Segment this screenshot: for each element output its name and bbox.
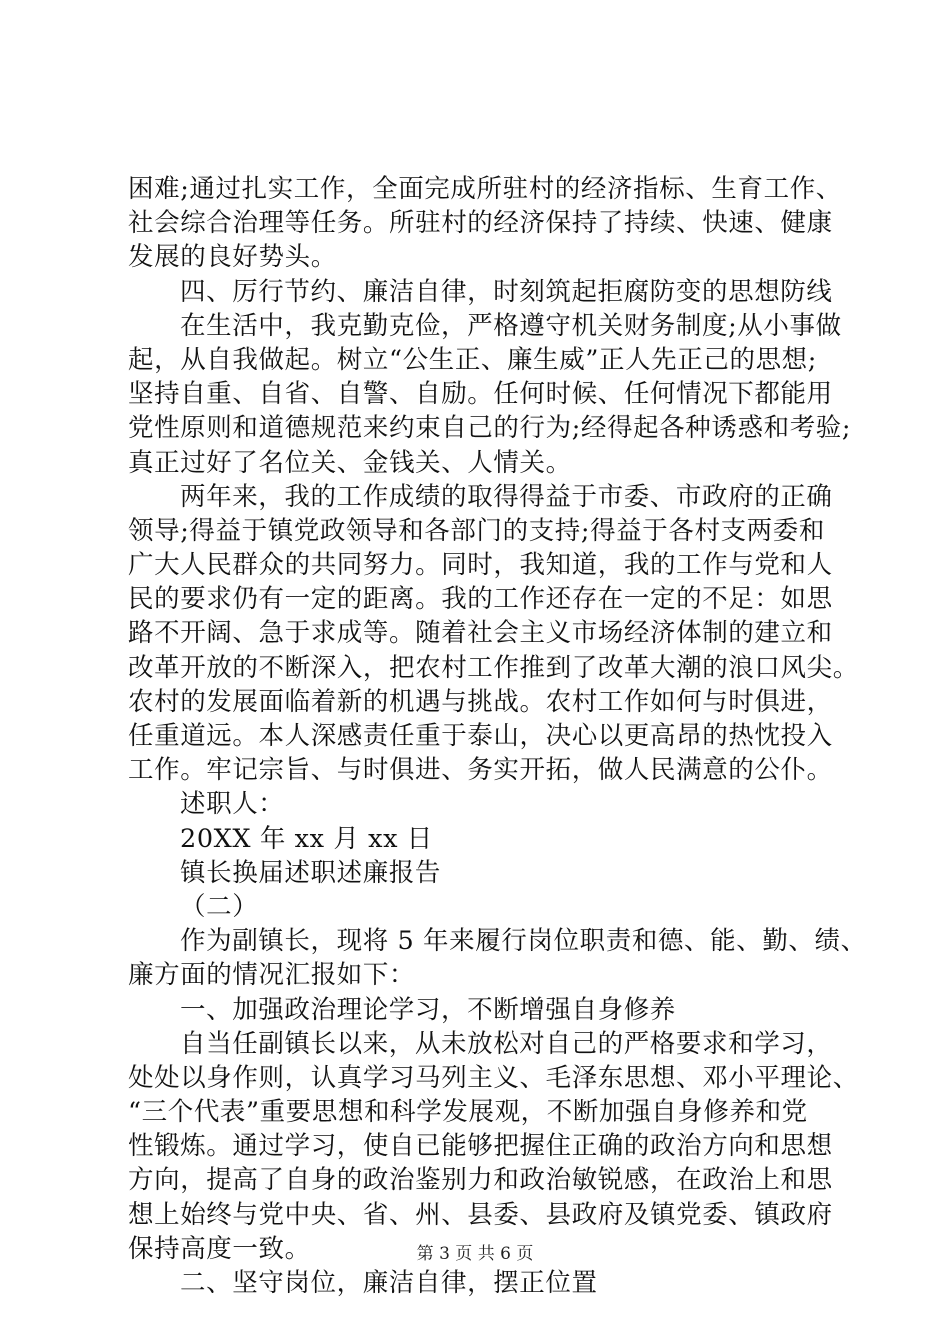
text-line: 两年来，我的工作成绩的取得得益于市委、市政府的正确 bbox=[180, 481, 833, 512]
text-line: 在生活中，我克勤克俭，严格遵守机关财务制度;从小事做 bbox=[180, 310, 842, 341]
text-line: “三个代表”重要思想和科学发展观，不断加强自身修养和党 bbox=[128, 1097, 808, 1128]
page-number-label: 第 3 页 共 6 页 bbox=[416, 1244, 534, 1264]
text-line: 作为副镇长，现将 5 年来履行岗位职责和德、能、勤、绩、 bbox=[180, 926, 867, 957]
text-line: 领导;得益于镇党政领导和各部门的支持;得益于各村支两委和 bbox=[128, 515, 825, 546]
text-line: 真正过好了名位关、金钱关、人情关。 bbox=[128, 447, 572, 478]
report-title: 镇长换届述职述廉报告 bbox=[180, 857, 442, 888]
page-footer bbox=[0, 1244, 950, 1264]
text-line: 社会综合治理等任务。所驻村的经济保持了持续、快速、健康 bbox=[128, 208, 833, 239]
section-heading: 二、坚守岗位，廉洁自律，摆正位置 bbox=[180, 1268, 598, 1298]
text-line: 路不开阔、急于求成等。随着社会主义市场经济体制的建立和 bbox=[128, 618, 833, 649]
text-line: 广大人民群众的共同努力。同时，我知道，我的工作与党和人 bbox=[128, 550, 833, 581]
text-line: 民的要求仍有一定的距离。我的工作还存在一定的不足：如思 bbox=[128, 584, 833, 615]
text-line: 处处以身作则，认真学习马列主义、毛泽东思想、邓小平理论、 bbox=[128, 1062, 859, 1093]
text-line: 工作。牢记宗旨、与时俱进、务实开拓，做人民满意的公仆。 bbox=[128, 755, 833, 786]
date-line: 20XX 年 xx 月 xx 日 bbox=[180, 823, 433, 854]
section-heading: 四、厉行节约、廉洁自律，时刻筑起拒腐防变的思想防线 bbox=[180, 276, 833, 307]
text-line: 任重道远。本人深感责任重于泰山，决心以更高昂的热忱投入 bbox=[128, 721, 833, 751]
text-line: 困难;通过扎实工作，全面完成所驻村的经济指标、生育工作、 bbox=[128, 174, 842, 204]
section-heading: 一、加强政治理论学习，不断增强自身修养 bbox=[180, 994, 676, 1025]
signature-label: 述职人： bbox=[180, 789, 285, 820]
text-line: 起，从自我做起。树立“公生正、廉生威”正人先正己的思想; bbox=[128, 344, 817, 375]
text-line: 党性原则和道德规范来约束自己的行为;经得起各种诱惑和考验; bbox=[128, 413, 852, 444]
text-line: 坚持自重、自省、自警、自励。任何时候、任何情况下都能用 bbox=[128, 379, 833, 410]
text-line: 自当任副镇长以来，从未放松对自己的严格要求和学习， bbox=[180, 1028, 833, 1059]
text-line: 保持高度一致。 bbox=[128, 1233, 311, 1264]
part-number: （二） bbox=[180, 891, 259, 922]
text-line: 廉方面的情况汇报如下： bbox=[128, 960, 416, 991]
text-line: 方向，提高了自身的政治鉴别力和政治敏锐感，在政治上和思 bbox=[128, 1165, 833, 1196]
text-line: 想上始终与党中央、省、州、县委、县政府及镇党委、镇政府 bbox=[128, 1199, 833, 1230]
text-line: 性锻炼。通过学习，使自已能够把握住正确的政治方向和思想 bbox=[128, 1131, 833, 1162]
text-line: 发展的良好势头。 bbox=[128, 242, 337, 273]
document-body bbox=[128, 172, 867, 1300]
text-line: 改革开放的不断深入，把农村工作推到了改革大潮的浪口风尖。 bbox=[128, 652, 859, 683]
text-line: 农村的发展面临着新的机遇与挑战。农村工作如何与时俱进， bbox=[128, 686, 833, 717]
